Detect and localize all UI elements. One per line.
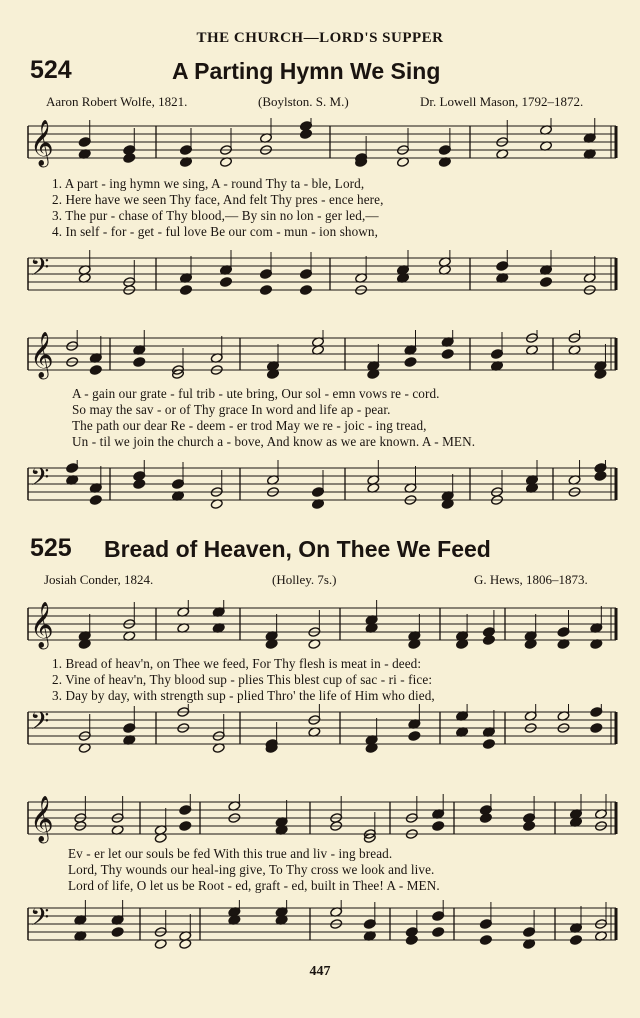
lyric-line: A - gain our grate - ful trib - ute bring, Our sol - emn vows re - cord.: [72, 386, 440, 401]
hymn-author: Josiah Conder, 1824.: [44, 572, 154, 587]
lyric-line: 2. Here have we seen Thy face, And felt Thy pres - ence here,: [52, 192, 384, 207]
staff-524-1-treble: [0, 118, 640, 173]
staff-525-2-treble: [0, 794, 640, 849]
hymn-composer: Dr. Lowell Mason, 1792–1872.: [420, 94, 584, 109]
lyric-line: Lord, Thy wounds our heal-ing give, To Thy cross we look and live.: [68, 862, 435, 877]
lyric-line: 1. Bread of heav'n, on Thee we feed, For Thy flesh is meat in - deed:: [52, 656, 422, 671]
page-number: 447: [309, 964, 331, 979]
lyric-line: 3. The pur - chase of Thy blood,— By sin no lon - ger led,—: [52, 208, 379, 223]
staff-524-2-bass: [0, 460, 640, 515]
staff-525-2-bass: [0, 900, 640, 955]
hymn-number: 524: [30, 56, 72, 84]
lyric-line: Ev - er let our souls be fed With this true and liv - ing bread.: [68, 846, 393, 861]
svg-text:𝄞: 𝄞: [30, 602, 54, 648]
lyric-line: 1. A part - ing hymn we sing, A - round Thy ta - ble, Lord,: [52, 176, 365, 191]
staff-525-1-treble: [0, 600, 640, 655]
hymn-title: A Parting Hymn We Sing: [172, 58, 441, 84]
hymn-tune: (Boylston. S. M.): [258, 94, 349, 109]
hymn-composer: G. Hews, 1806–1873.: [474, 572, 588, 587]
svg-text:𝄢: 𝄢: [30, 463, 50, 498]
lyric-line: Lord of life, O let us be Root - ed, graft - ed, built in Thee! A - MEN.: [68, 878, 440, 893]
lyric-line: So may the sav - or of Thy grace In word and life ap - pear.: [72, 402, 391, 417]
staff-525-1-bass: [0, 704, 640, 759]
svg-text:𝄢: 𝄢: [30, 903, 50, 938]
hymn-author: Aaron Robert Wolfe, 1821.: [46, 94, 188, 109]
svg-text:𝄢: 𝄢: [30, 253, 50, 288]
svg-text:𝄞: 𝄞: [30, 120, 54, 166]
hymn-number: 525: [30, 534, 72, 562]
staff-524-2-treble: [0, 330, 640, 385]
staff-524-1-bass: [0, 250, 640, 305]
lyric-line: Un - til we join the church a - bove, And know as we are known. A - MEN.: [72, 434, 476, 449]
lyric-line: 4. In self - for - get - ful love Be our com - mun - ion shown,: [52, 224, 379, 239]
svg-text:𝄞: 𝄞: [30, 332, 54, 378]
hymn-title: Bread of Heaven, On Thee We Feed: [104, 536, 491, 562]
svg-text:𝄞: 𝄞: [30, 796, 54, 842]
lyric-line: The path our dear Re - deem - er trod May we re - joic - ing tread,: [72, 418, 427, 433]
running-head: THE CHURCH—LORD'S SUPPER: [196, 30, 444, 46]
hymn-tune: (Holley. 7s.): [272, 572, 337, 587]
lyric-line: 2. Vine of heav'n, Thy blood sup - plies This blest cup of sac - ri - fice:: [52, 672, 433, 687]
svg-text:𝄢: 𝄢: [30, 707, 50, 742]
lyric-line: 3. Day by day, with strength sup - plied Thro' the life of Him who died,: [52, 688, 435, 703]
